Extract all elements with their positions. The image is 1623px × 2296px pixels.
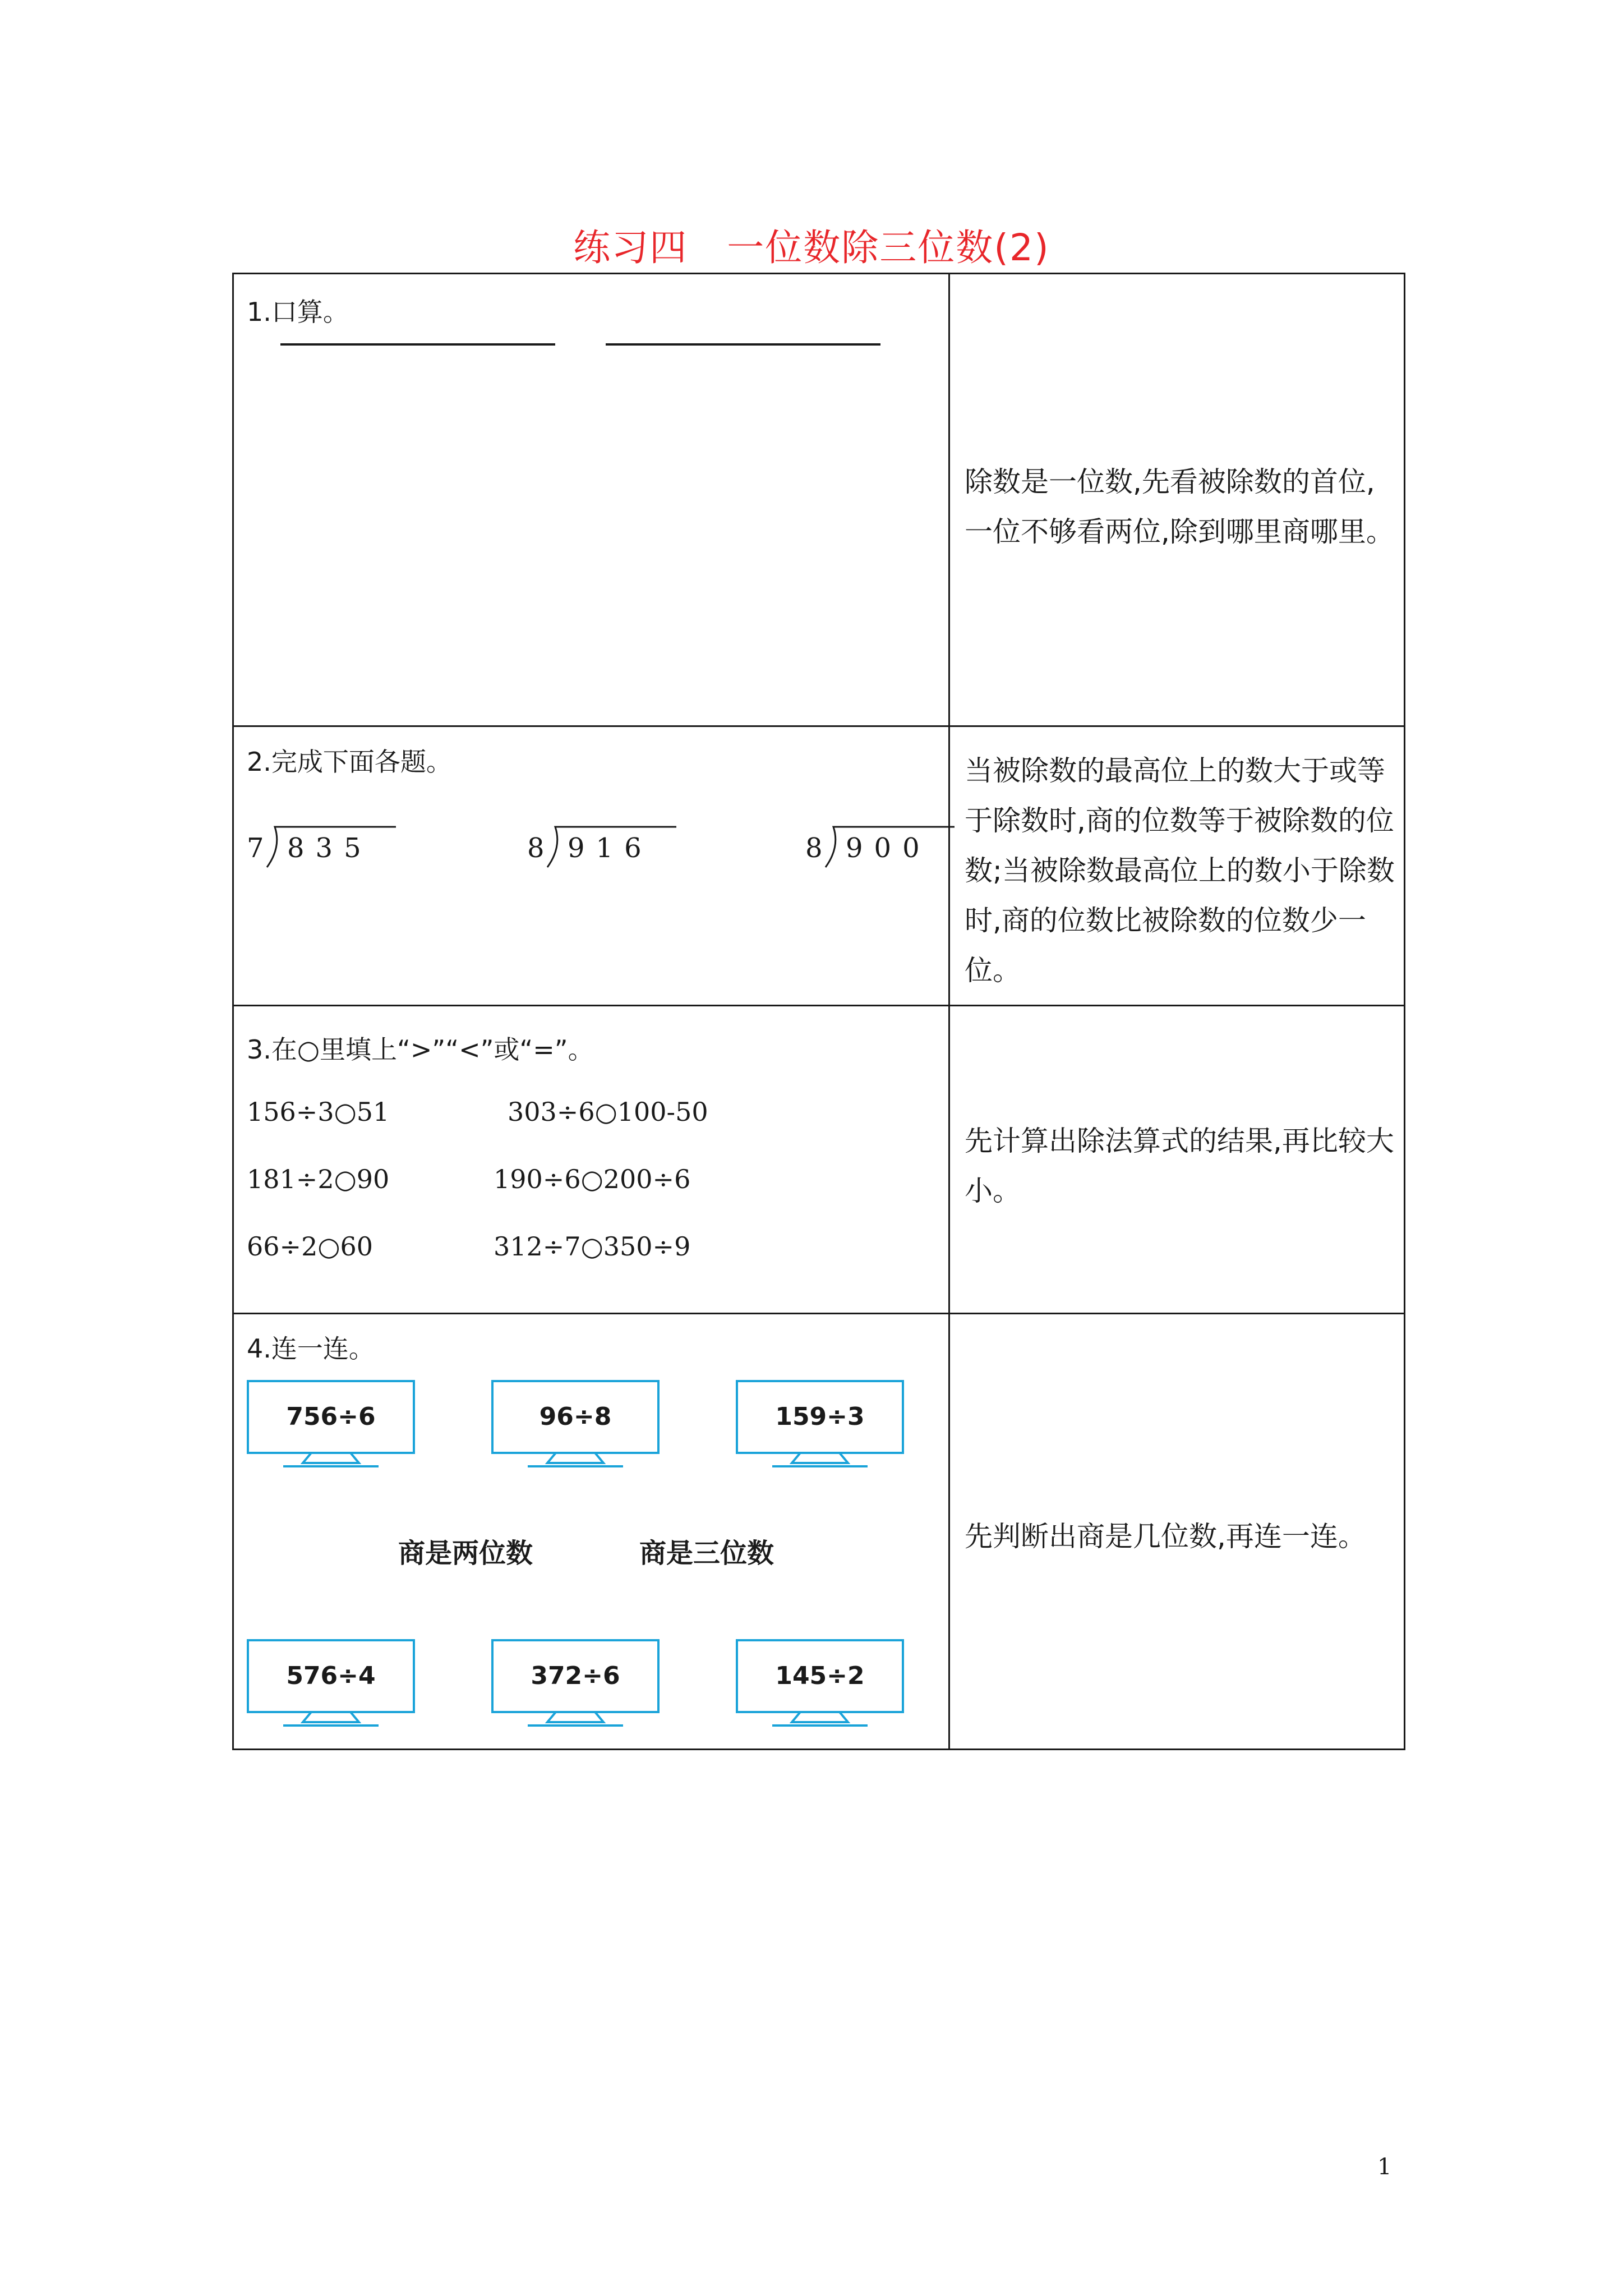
q1-heading: 1.口算。	[247, 297, 349, 327]
q3-item-3: 181÷2○90	[247, 1164, 390, 1194]
monitor-card-bottom-3[interactable]	[736, 1639, 904, 1729]
divisor: 8	[527, 832, 545, 864]
long-division-3	[805, 825, 951, 869]
q3-item-5: 66÷2○60	[247, 1231, 374, 1262]
dividend: 835	[287, 832, 372, 864]
dividend: 916	[568, 832, 653, 864]
monitor-card-top-1[interactable]	[247, 1380, 415, 1470]
divisor: 7	[247, 832, 264, 864]
monitor-card-top-3[interactable]	[736, 1380, 904, 1470]
row-divider-3	[232, 1313, 1405, 1314]
page-number: 1	[1377, 2154, 1392, 2180]
q2-heading: 2.完成下面各题。	[247, 747, 452, 777]
category-two-digit[interactable]: 商是两位数	[398, 1538, 533, 1569]
monitor-stand-icon	[736, 1453, 904, 1470]
monitor-screen: 159÷3	[736, 1380, 904, 1454]
long-division-1	[247, 825, 393, 869]
q3-tip: 先计算出除法算式的结果,再比较大小。	[965, 1125, 1394, 1207]
column-divider	[948, 273, 950, 1750]
q4-heading: 4.连一连。	[247, 1333, 375, 1364]
monitor-screen: 145÷2	[736, 1639, 904, 1713]
q1-answer-blank-1[interactable]	[280, 343, 555, 346]
monitor-screen: 756÷6	[247, 1380, 415, 1454]
monitor-screen: 96÷8	[491, 1380, 660, 1454]
q3-heading: 3.在○里填上“>”“<”或“=”。	[247, 1034, 594, 1065]
page-title	[0, 218, 1623, 271]
q3-item-6: 312÷7○350÷9	[494, 1231, 691, 1262]
category-three-digit[interactable]: 商是三位数	[639, 1538, 774, 1569]
q3-item-4: 190÷6○200÷6	[494, 1164, 691, 1194]
monitor-screen: 576÷4	[247, 1639, 415, 1713]
monitor-stand-icon	[736, 1712, 904, 1729]
title-part1: 练习四	[573, 226, 688, 269]
title-part2: 一位数除三位数(2)	[727, 226, 1050, 269]
long-division-2	[527, 825, 673, 869]
q1-answer-blank-2[interactable]	[606, 343, 880, 346]
dividend: 900	[846, 832, 931, 864]
q3-item-1: 156÷3○51	[247, 1097, 390, 1127]
q2-tip: 当被除数的最高位上的数大于或等于除数时,商的位数等于被除数的位数;当被除数最高位上的数小于除数时,商的位数比被除数的位数少一位。	[965, 754, 1395, 987]
monitor-stand-icon	[247, 1453, 415, 1470]
monitor-stand-icon	[491, 1712, 660, 1729]
row-divider-1	[232, 725, 1405, 727]
divisor: 8	[805, 832, 823, 864]
monitor-card-bottom-1[interactable]	[247, 1639, 415, 1729]
monitor-card-bottom-2[interactable]	[491, 1639, 660, 1729]
q3-item-2: 303÷6○100-50	[508, 1097, 708, 1127]
monitor-stand-icon	[247, 1712, 415, 1729]
q4-tip: 先判断出商是几位数,再连一连。	[965, 1520, 1366, 1553]
q1-tip: 除数是一位数,先看被除数的首位,一位不够看两位,除到哪里商哪里。	[965, 466, 1394, 548]
monitor-card-top-2[interactable]	[491, 1380, 660, 1470]
monitor-stand-icon	[491, 1453, 660, 1470]
monitor-screen: 372÷6	[491, 1639, 660, 1713]
row-divider-2	[232, 1005, 1405, 1006]
